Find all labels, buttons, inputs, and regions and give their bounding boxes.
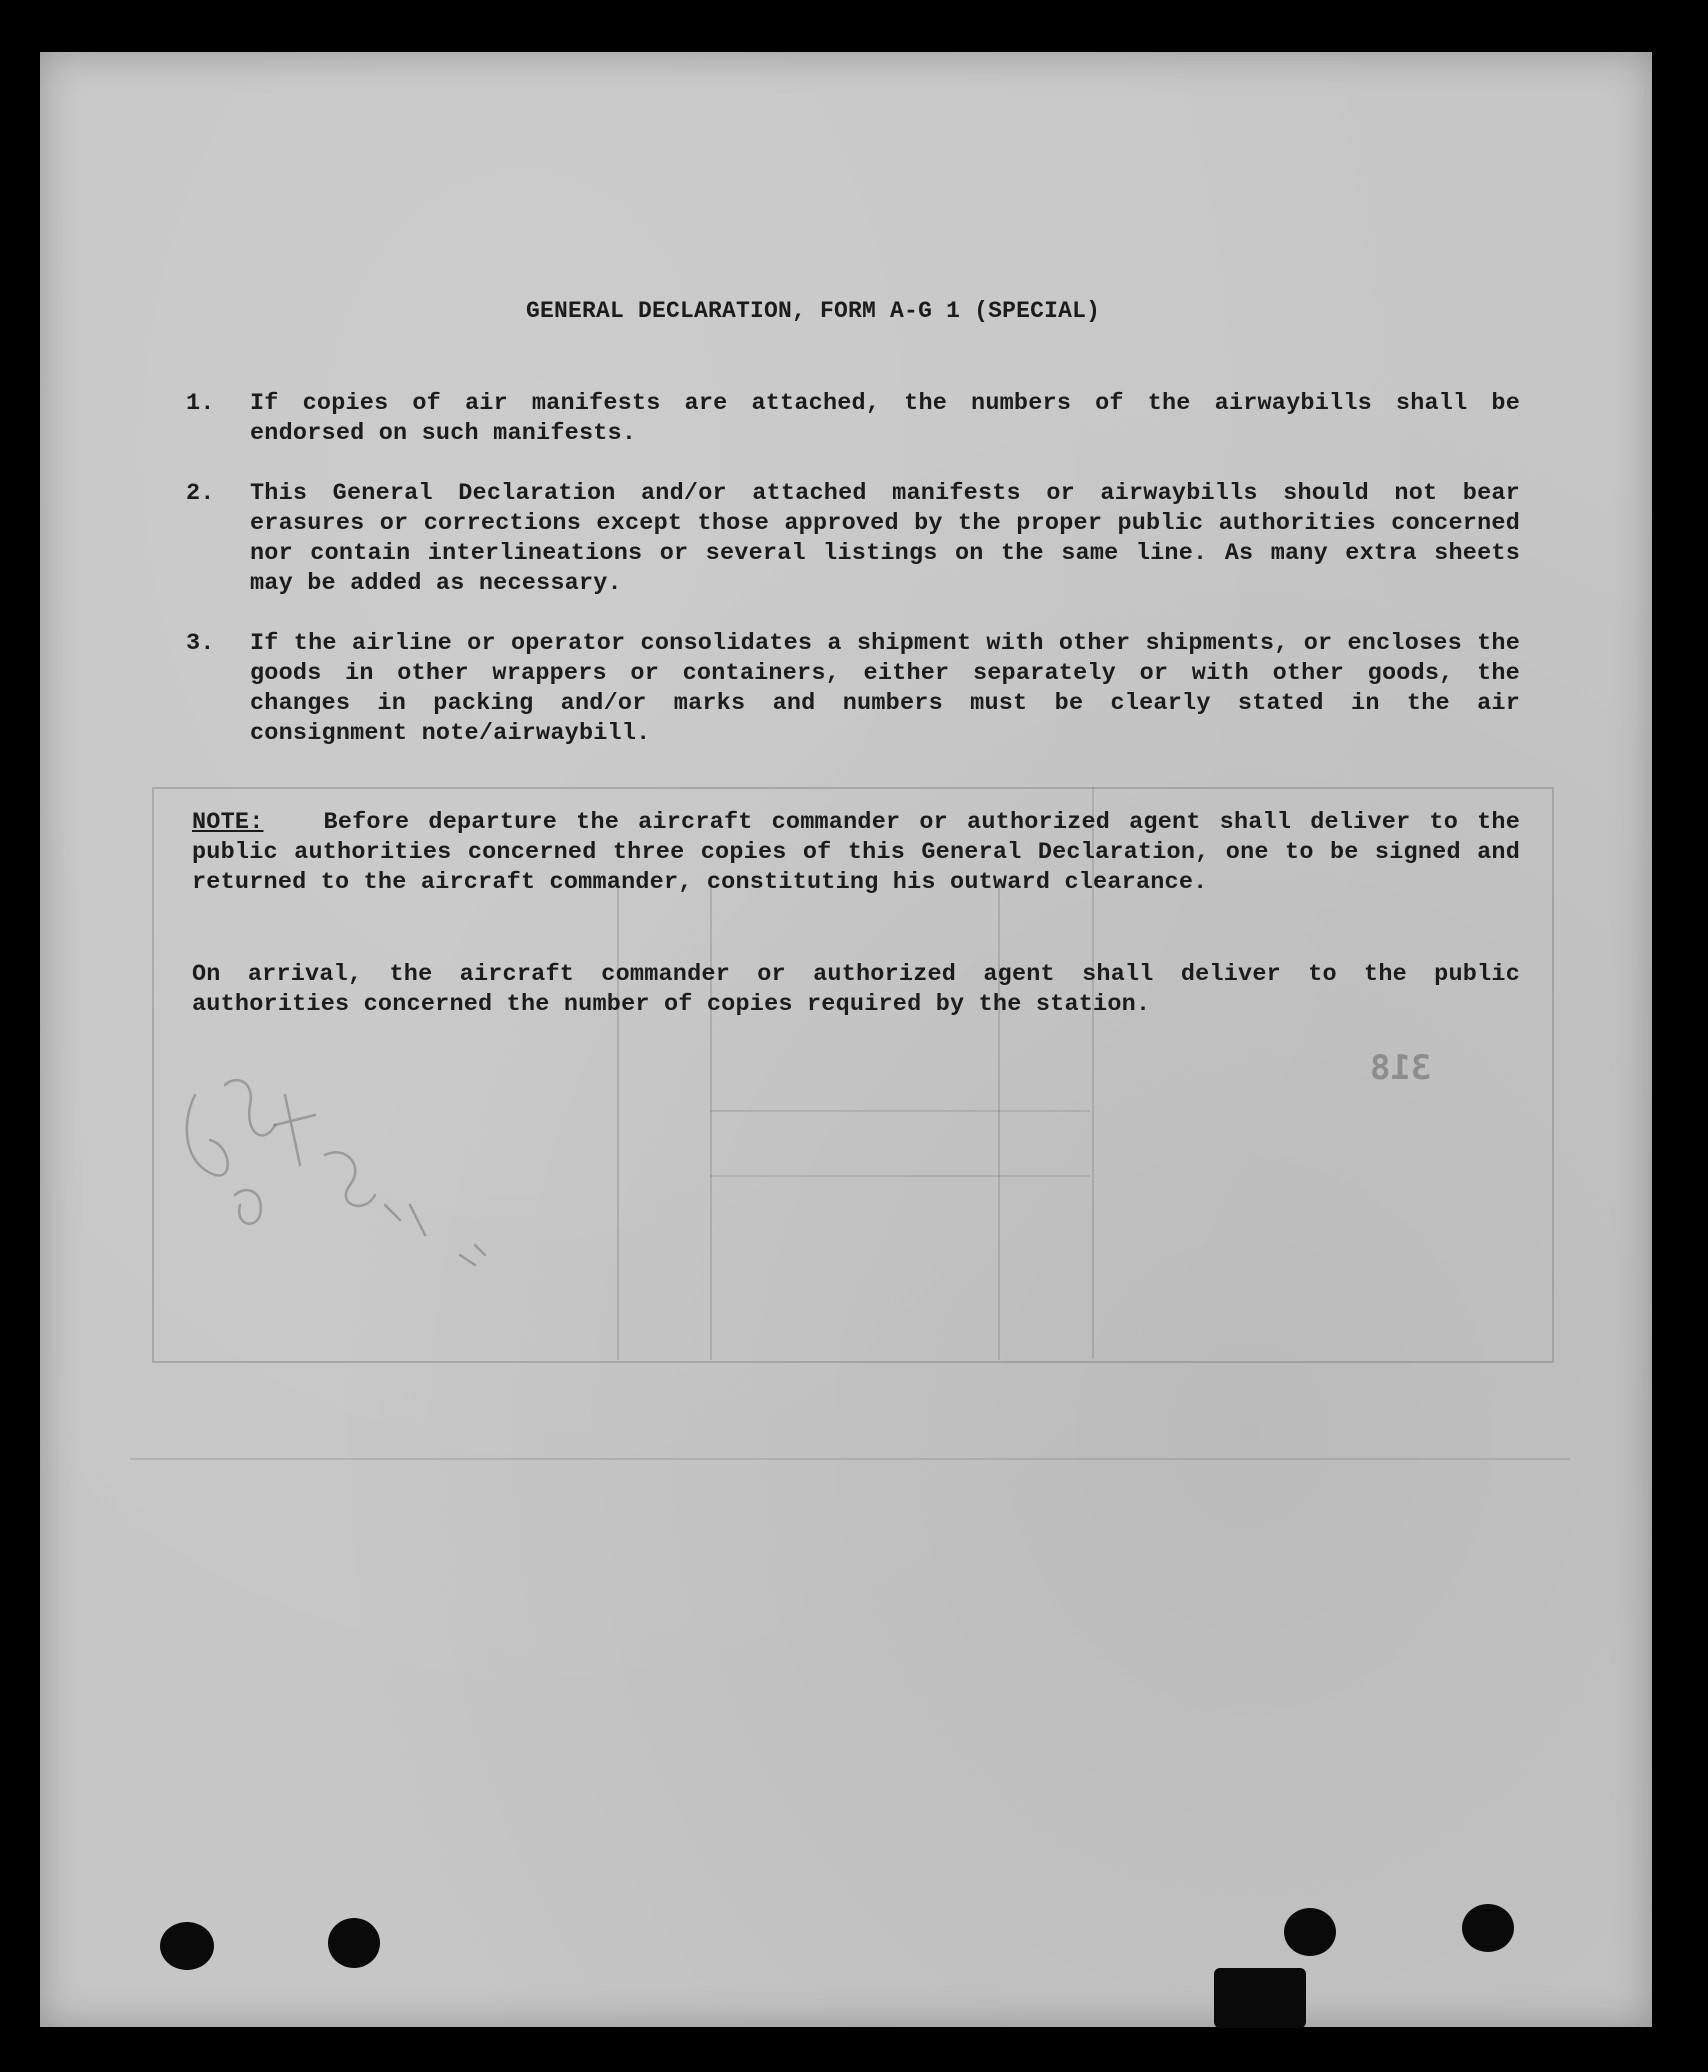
bleed-through-number: 318: [1370, 1048, 1432, 1088]
item-number: 2.: [186, 480, 215, 507]
punch-hole: [1462, 1904, 1514, 1952]
binding-mark: [1214, 1968, 1306, 2028]
bleed-through-line: [710, 1110, 1090, 1112]
item-text: This General Declaration and/or attached manifests or airwaybills should not bear erasures or corrections except those approved by the proper public authorities concerned nor contain interlineations or several listings on the same line. As many extra sheets may be added as necessary.: [250, 480, 1520, 597]
note-paragraph: [192, 808, 1520, 898]
item-number: 3.: [186, 630, 215, 657]
punch-hole: [328, 1918, 380, 1968]
bleed-through-line: [998, 880, 1000, 1360]
punch-hole: [1284, 1908, 1336, 1956]
bleed-through-line: [130, 1458, 1570, 1460]
handwritten-scribble: [175, 1055, 505, 1285]
note-label: NOTE:: [192, 809, 264, 836]
bleed-through-line: [710, 1175, 1090, 1177]
item-text: If the airline or operator consolidates a shipment with other shipments, or encloses the goods in other wrappers or containers, either separately or with other goods, the changes in packing and/or marks and numbers must be clearly stated in the air consignment note/airwaybill.: [250, 630, 1520, 747]
punch-hole: [160, 1922, 214, 1970]
item-text: If copies of air manifests are attached, the numbers of the airwaybills shall be endorsed on such manifests.: [250, 390, 1520, 447]
arrival-paragraph: On arrival, the aircraft commander or authorized agent shall deliver to the public authorities concerned the number of copies required by the station.: [192, 961, 1520, 1018]
bleed-through-line: [617, 880, 619, 1360]
item-number: 1.: [186, 390, 215, 417]
bleed-through-line: [710, 880, 712, 1360]
note-text: Before departure the aircraft commander or authorized agent shall deliver to the public authorities concerned three copies of this General Declaration, one to be signed and returned to the aircraft commander, constituting his outward clearance.: [192, 809, 1520, 896]
document-title: GENERAL DECLARATION, FORM A-G 1 (SPECIAL): [526, 298, 1101, 324]
